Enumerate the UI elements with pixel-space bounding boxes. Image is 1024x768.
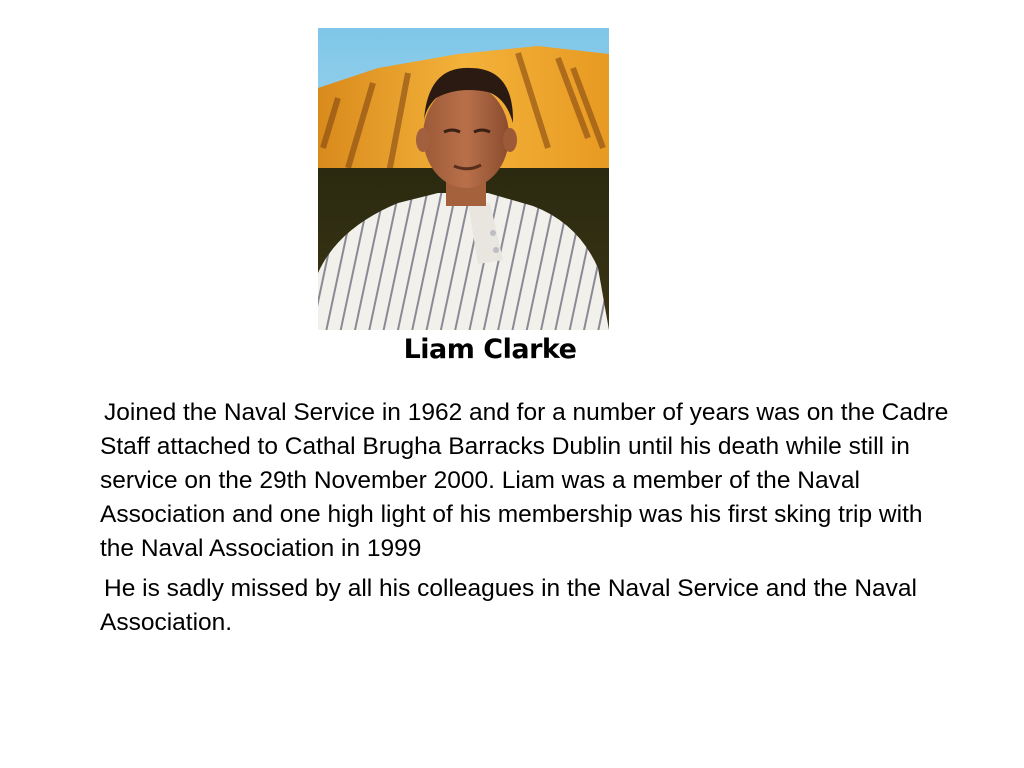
portrait-caption: Liam Clarke: [403, 334, 577, 365]
portrait-photo: [318, 28, 609, 330]
tribute-paragraph: He is sadly missed by all his colleagues in the Naval Service and the Naval Association.: [100, 575, 917, 636]
tribute-paragraph: Joined the Naval Service in 1962 and for a number of years was on the Cadre Staff attached to Cathal Brugha Barracks Dublin until his death while still in service on the 29th November 2000. Liam was a member of the Naval Association and one high light of his membership was his first sking trip with the Naval Association in 1999: [100, 399, 949, 562]
tribute-text: [100, 396, 960, 646]
